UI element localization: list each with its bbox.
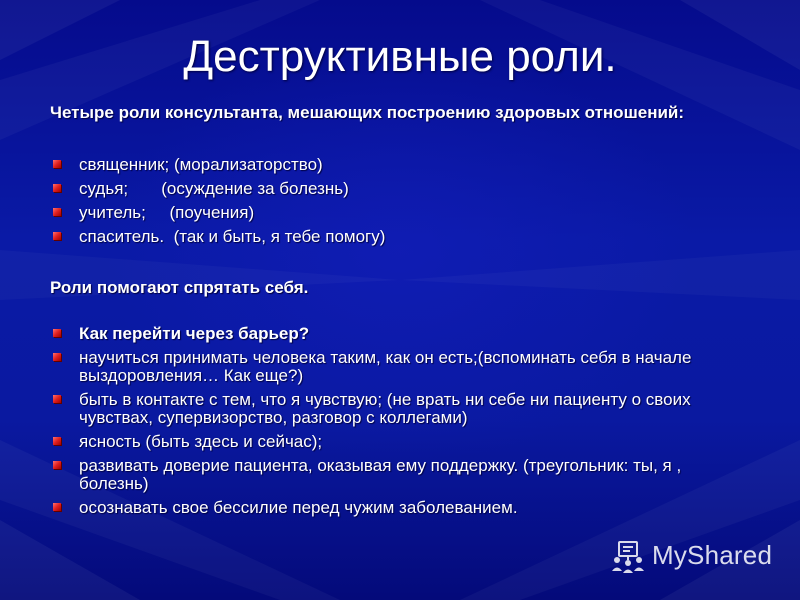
bullet-icon: [53, 461, 61, 469]
slide-title: Деструктивные роли.: [183, 32, 617, 81]
list-item: [50, 457, 750, 493]
roles-statement: Роли помогают спрятать себя.: [50, 278, 309, 297]
myshared-logo-text: MyShared: [652, 540, 773, 570]
bullet-icon: [53, 353, 61, 361]
role-text: священник; (морализаторство): [79, 155, 323, 174]
bullet-icon: [53, 395, 61, 403]
bullet-icon: [53, 208, 61, 216]
question-text: Как перейти через барьер?: [79, 324, 310, 343]
myshared-watermark: [610, 537, 772, 573]
list-item: [50, 325, 750, 343]
answer-text: ясность (быть здесь и сейчас);: [79, 432, 323, 451]
answer-text: развивать доверие пациента, оказывая ему поддержку. (треугольник: ты, я , болезнь): [79, 456, 682, 493]
myshared-logo-icon: [610, 537, 646, 573]
bullet-icon: [53, 329, 61, 337]
roles-list: [50, 156, 750, 246]
answer-text: осознавать свое бессилие перед чужим заболеванием.: [79, 498, 518, 517]
slide-content: [50, 104, 750, 517]
answer-text: быть в контакте с тем, что я чувствую; (не врать ни себе ни пациенту о своих чувствах, супервизорство, разговор с коллегами): [79, 390, 691, 427]
bullet-icon: [53, 503, 61, 511]
list-item: [50, 499, 750, 517]
bullet-icon: [53, 232, 61, 240]
list-item: [50, 228, 750, 246]
list-item: [50, 156, 750, 174]
barrier-list: [50, 325, 750, 517]
role-text: учитель; (поучения): [79, 203, 255, 222]
list-item: [50, 433, 750, 451]
roles-intro-heading: Четыре роли консультанта, мешающих построению здоровых отношений:: [50, 103, 685, 122]
list-item: [50, 204, 750, 222]
list-item: [50, 391, 750, 427]
bullet-icon: [53, 184, 61, 192]
role-text: судья; (осуждение за болезнь): [79, 179, 349, 198]
list-item: [50, 180, 750, 198]
bullet-icon: [53, 437, 61, 445]
list-item: [50, 349, 750, 385]
role-text: спаситель. (так и быть, я тебе помогу): [79, 227, 386, 246]
bullet-icon: [53, 160, 61, 168]
answer-text: научиться принимать человека таким, как он есть;(вспоминать себя в начале выздоровления… Как еще?): [79, 348, 692, 385]
